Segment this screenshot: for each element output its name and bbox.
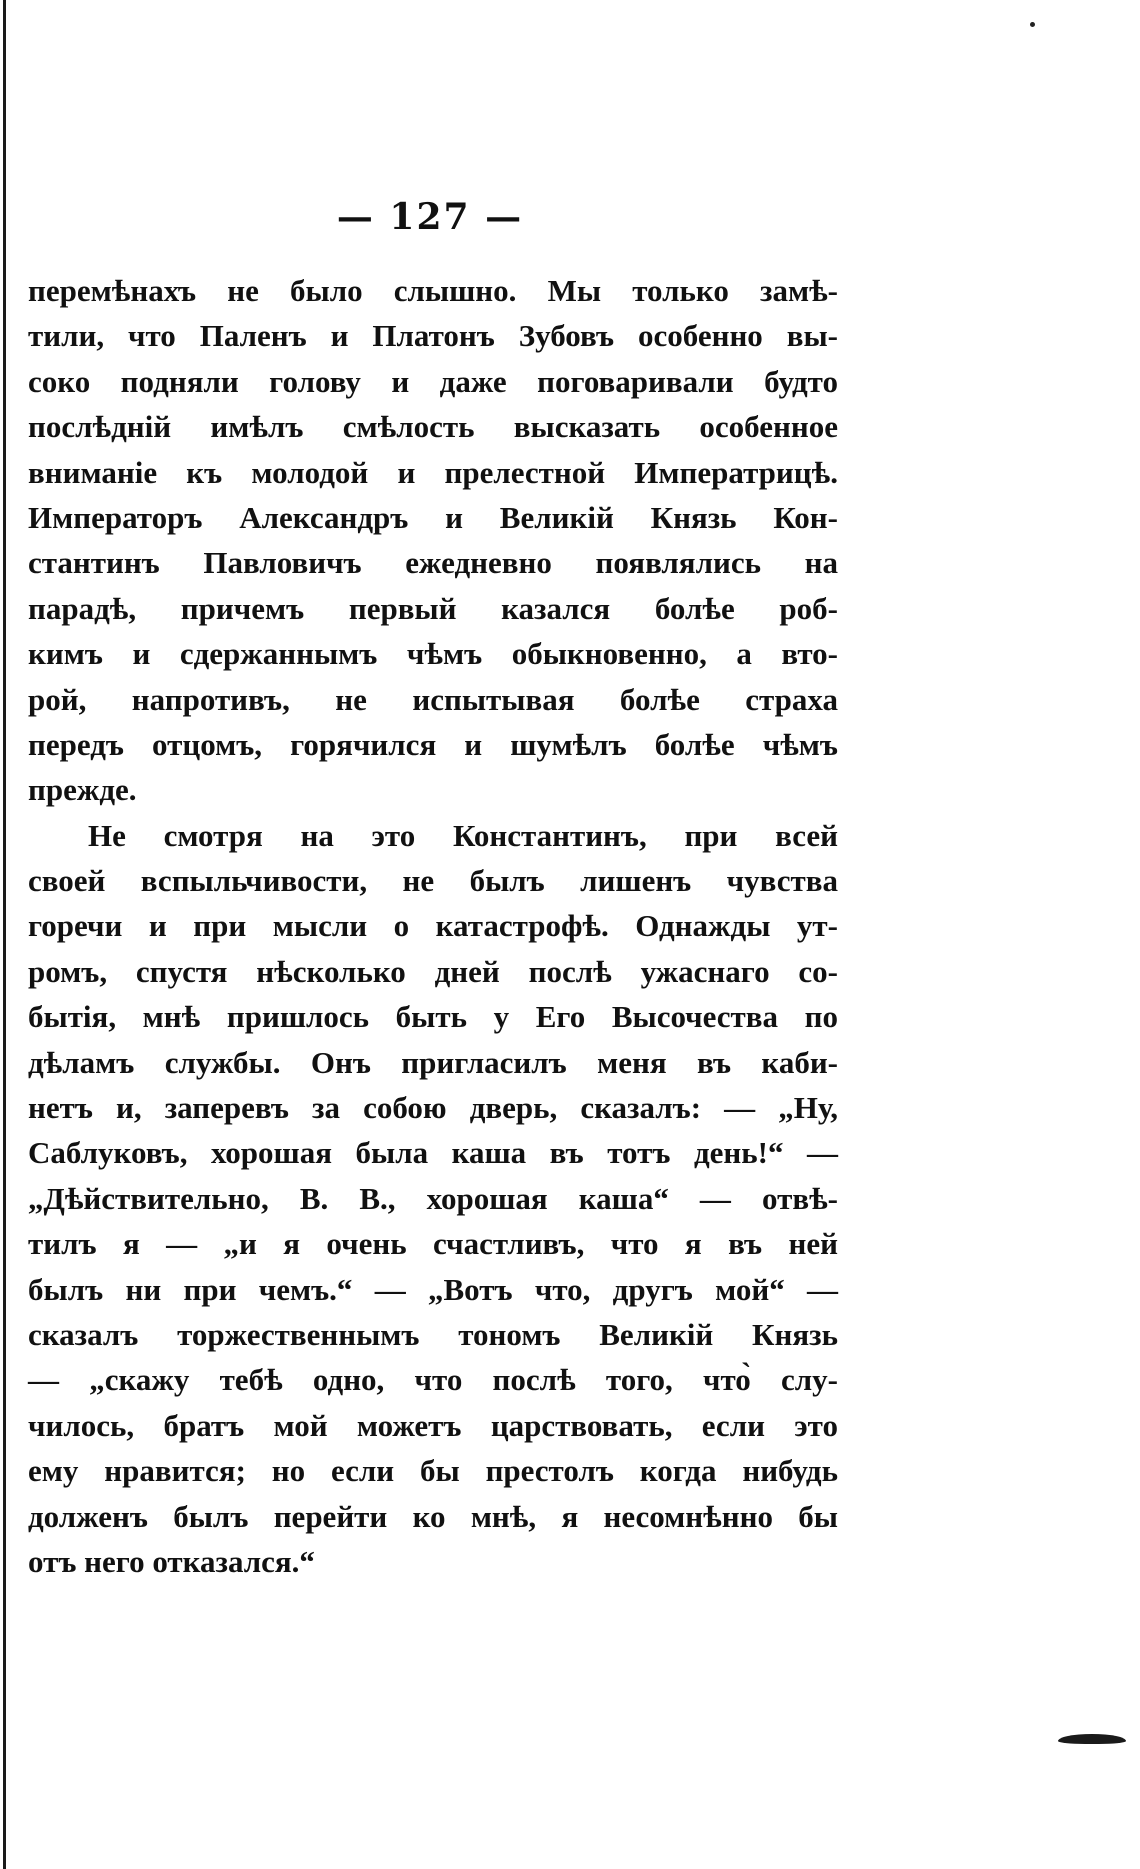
text-line: соко подняли голову и даже поговаривали будто: [28, 363, 838, 399]
text-line: передъ отцомъ, горячился и шумѣлъ болѣе чѣмъ: [28, 726, 838, 762]
text-line: горечи и при мысли о катастрофѣ. Однажды ут-: [28, 908, 838, 944]
text-line: ромъ, спустя нѣсколько дней послѣ ужаснаго со-: [28, 953, 838, 989]
text-line: былъ ни при чемъ.“ — „Вотъ что, другъ мой“ —: [28, 1271, 838, 1307]
text-line: „Дѣйствительно, В. В., хорошая каша“ — отвѣ-: [28, 1180, 838, 1216]
text-line: чилось, братъ мой можетъ царствовать, если это: [28, 1407, 838, 1443]
page-number-header: — 127 —: [336, 196, 524, 238]
text-line: отъ него отказался.“: [28, 1543, 315, 1579]
text-line: нетъ и, заперевъ за собою дверь, сказалъ: — „Ну,: [28, 1090, 838, 1126]
text-line: рой, напротивъ, не испытывая болѣе страха: [28, 681, 838, 717]
scan-mark: [1058, 1734, 1126, 1744]
text-line: послѣдній имѣлъ смѣлость высказать особенное: [28, 409, 838, 445]
text-line: дѣламъ службы. Онъ пригласилъ меня въ каби-: [28, 1044, 838, 1080]
text-line: сказалъ торжественнымъ тономъ Великій Князь: [28, 1316, 838, 1352]
text-line: прежде.: [28, 772, 137, 808]
text-line: Императоръ Александръ и Великій Князь Кон-: [28, 499, 838, 535]
text-line: парадѣ, причемъ первый казался болѣе роб-: [28, 590, 838, 626]
page-edge-line: [3, 0, 6, 1869]
text-line: стантинъ Павловичъ ежедневно появлялись на: [28, 545, 838, 581]
text-line: Саблуковъ, хорошая была каша въ тотъ день!“ —: [28, 1135, 838, 1171]
text-line: Не смотря на это Константинъ, при всей: [88, 817, 838, 853]
body-text: [28, 268, 838, 1584]
text-line: своей вспыльчивости, не былъ лишенъ чувства: [28, 863, 838, 899]
text-line: перемѣнахъ не было слышно. Мы только замѣ-: [28, 273, 838, 308]
text-line: ему нравится; но если бы престолъ когда нибудь: [28, 1453, 838, 1489]
scan-speck: [1030, 22, 1035, 27]
text-line: вниманіе къ молодой и прелестной Императрицѣ.: [28, 454, 838, 490]
text-line: тили, что Паленъ и Платонъ Зубовъ особенно вы-: [28, 318, 838, 354]
text-line: кимъ и сдержаннымъ чѣмъ обыкновенно, а вто-: [28, 636, 838, 672]
text-line: бытія, мнѣ пришлось быть у Его Высочества по: [28, 999, 838, 1035]
text-line: — „скажу тебѣ одно, что послѣ того, что̀ слу-: [28, 1362, 838, 1398]
text-line: тилъ я — „и я очень счастливъ, что я въ ней: [28, 1226, 838, 1262]
text-line: долженъ былъ перейти ко мнѣ, я несомнѣнно бы: [28, 1498, 838, 1534]
